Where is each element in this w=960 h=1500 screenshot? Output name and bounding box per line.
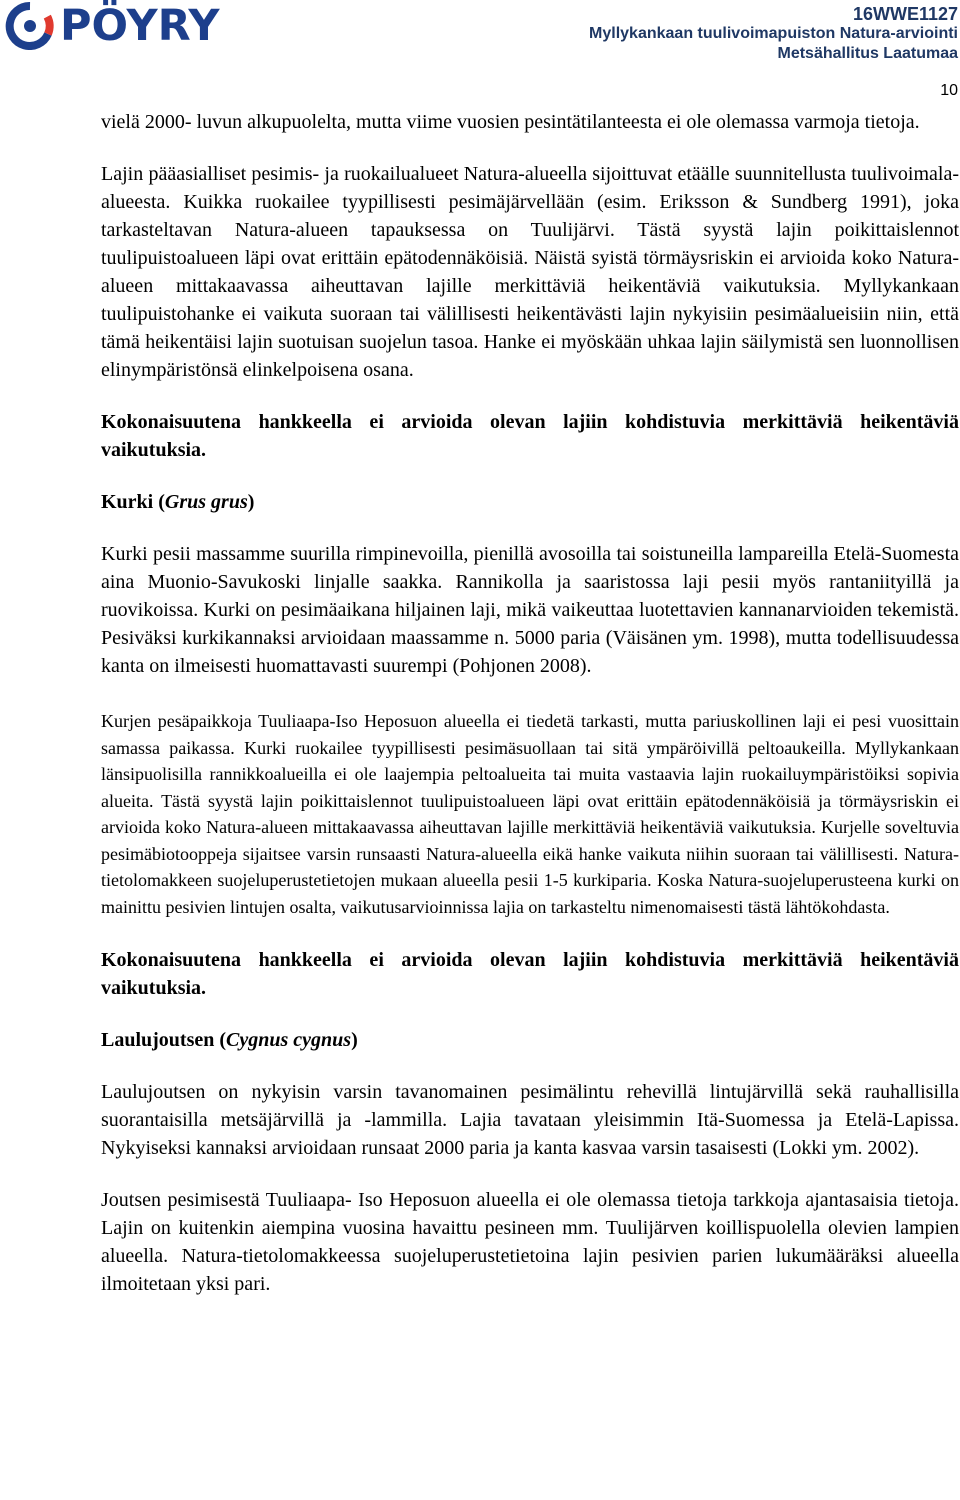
paragraph-5: Laulujoutsen on nykyisin varsin tavanomainen pesimälintu rehevillä lintujärvillä sekä rauhallisilla suorantaisilla metsäjärvillä ja -lammilla. Lajia tavataan yleisimmin Itä-Suomessa ja Etelä-Lapissa. Nykyiseksi kannaksi arvioidaan runsaat 2000 paria ja kanta kasvaa varsin tasaisesti (Lokki ym. 2002). xyxy=(101,1081,959,1159)
heading-laulu-latin: Cygnus cygnus xyxy=(226,1029,352,1051)
document-code: 16WWE1127 xyxy=(852,4,958,24)
heading-kurki-close: ) xyxy=(247,491,255,513)
section-heading-kurki xyxy=(101,488,959,516)
client-name: Metsähallitus Laatumaa xyxy=(777,45,958,62)
paragraph-4: Kurjen pesäpaikkoja Tuuliaapa-Iso Heposuon alueella ei tiedetä tarkasti, mutta pariuskollinen laji ei pesi vuosittain samassa paikassa. Kurki ruokailee tyypillisesti pesimäsuollaan tai sitä ympäröivillä peltoaukeilla. Myllykankaan länsipuolisilla rannikkoalueilla ei ole laajempia peltoalueita tai muita vastaavia lajin ruokailuympäristöiksi sopivia alueita. Tästä syystä lajin poikittaislennot tuulipuistoalueen läpi ovat erittäin epätodennäköisiä ja törmäysriskin ei arvioida koko Natura-alueen mittakaavassa aiheuttavan lajille merkittäviä heikentäviä vaikutuksia. Kurjelle soveltuvia pesimäbiotooppeja sijaitsee varsin runsaasti Natura-alueella eikä hanke vaikuta niihin suoraan tai välillisesti. Natura-tietolomakkeen suojeluperustetietojen mukaan alueella pesii 1-5 kurkiparia. Koska Natura-suojeluperusteena kurki on mainittu pesivien lintujen osalta, vaikutusarvioinnissa lajia on tarkasteltu nimenomaisesti tästä lähtökohdasta. xyxy=(101,711,959,917)
logo-wordmark: PÖYRY xyxy=(60,1,220,51)
heading-kurki-name: Kurki ( xyxy=(101,491,165,513)
heading-laulu-name: Laulujoutsen ( xyxy=(101,1029,227,1051)
poyry-logo xyxy=(4,2,274,50)
heading-laulu-close: ) xyxy=(351,1029,358,1051)
page-number: 10 xyxy=(940,82,958,99)
poyry-logo-icon xyxy=(4,2,56,50)
document-header xyxy=(589,4,958,64)
heading-kurki-latin: Grus grus xyxy=(164,491,248,513)
paragraph-6: Joutsen pesimisestä Tuuliaapa- Iso Heposuon alueella ei ole olemassa tietoja tarkkoja ajantasaisia tietoja. Lajin on kuitenkin aiempina vuosina havaittu pesineen mm. Tuulijärven koillispuolella olevien lampien alueella. Natura-tietolomakkeessa suojeluperustetietoina lajin pesivien parien lukumääräksi alueella ilmoitetaan yksi pari. xyxy=(101,1189,959,1295)
project-title: Myllykankaan tuulivoimapuiston Natura-arviointi xyxy=(589,25,958,42)
paragraph-3: Kurki pesii massamme suurilla rimpinevoilla, pienillä avosoilla tai soistuneilla lampareilla Etelä-Suomesta aina Muonio-Savukoski linjalle saakka. Rannikolla ja saaristossa laji pesii myös rantaniityillä ja ruovikoissa. Kurki on pesimäaikana hiljainen laji, mikä vaikeuttaa luotettavien kannanarvioiden tekemistä. Pesiväksi kurkikannaksi arvioidaan maassamme n. 5000 paria (Väisänen ym. 1998), mutta todellisuudessa kanta on ilmeisesti huomattavasti suurempi (Pohjonen 2008). xyxy=(101,543,959,677)
paragraph-1: vielä 2000- luvun alkupuolelta, mutta viime vuosien pesintätilanteesta ei ole olemassa varmoja tietoja. xyxy=(101,111,920,133)
section-heading-laulujoutsen xyxy=(101,1026,959,1054)
conclusion-2: Kokonaisuutena hankkeella ei arvioida olevan lajiin kohdistuvia merkittäviä heikentäviä vaikutuksia. xyxy=(101,949,959,999)
document-body xyxy=(101,108,959,1298)
paragraph-2: Lajin pääasialliset pesimis- ja ruokailualueet Natura-alueella sijoittuvat etäälle suunnitellusta tuulivoimala-alueesta. Kuikka ruokailee tyypillisesti pesimäjärvellään (esim. Eriksson & Sundberg 1991), joka tarkasteltavan Natura-alueen tapauksessa on Tuulijärvi. Tästä syystä lajin poikittaislennot tuulipuistoalueen läpi ovat erittäin epätodennäköisiä. Näistä syistä törmäysriskin ei arvioida koko Natura-alueen mittakaavassa aiheuttavan lajille merkittäviä heikentäviä vaikutuksia. Myllykankaan tuulipuistohanke ei vaikuta suoraan tai välillisesti heikentävästi lajin nykyisiin pesimäalueisiin niin, että tämä heikentäisi lajin suotuisan suojelun tasoa. Hanke ei myöskään uhkaa lajin säilymistä sen luonnollisen elinympäristönsä elinkelpoisena osana. xyxy=(101,163,959,381)
conclusion-1: Kokonaisuutena hankkeella ei arvioida olevan lajiin kohdistuvia merkittäviä heikentäviä vaikutuksia. xyxy=(101,411,959,461)
